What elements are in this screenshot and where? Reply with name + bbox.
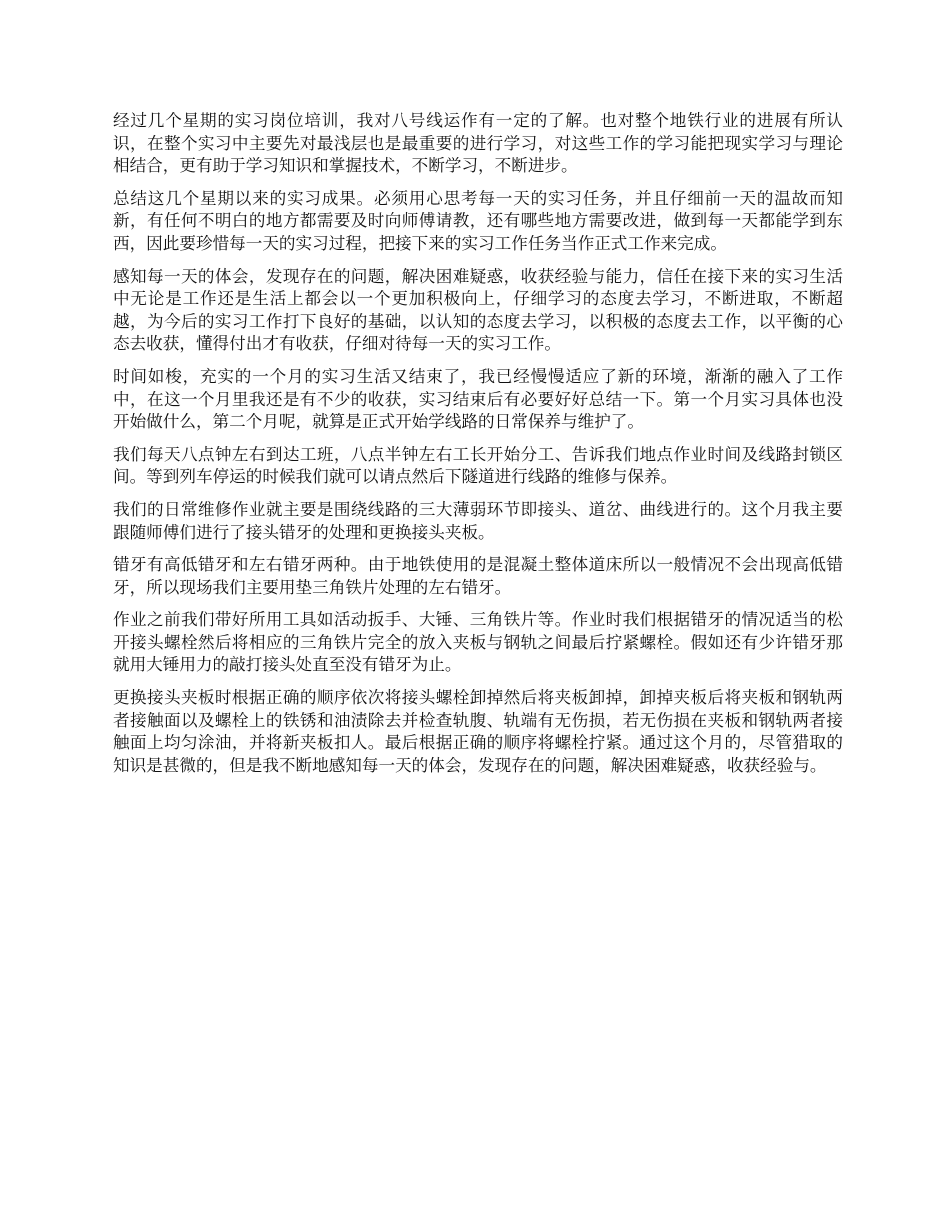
paragraph: 总结这几个星期以来的实习成果。必须用心思考每一天的实习任务，并且仔细前一天的温故而知新，有任何不明白的地方都需要及时向师傅请教，还有哪些地方需要改进，做到每一天都能学到东西，因此要珍惜每一天的实习过程，把接下来的实习工作任务当作正式工作来完成。 xyxy=(113,188,843,253)
paragraph: 作业之前我们带好所用工具如活动扳手、大锤、三角铁片等。作业时我们根据错牙的情况适当的松开接头螺栓然后将相应的三角铁片完全的放入夹板与钢轨之间最后拧紧螺栓。假如还有少许错牙那就用大锤用力的敲打接头处直至没有错牙为止。 xyxy=(113,610,843,675)
paragraph: 时间如梭，充实的一个月的实习生活又结束了，我已经慢慢适应了新的环境，渐渐的融入了工作中，在这一个月里我还是有不少的收获，实习结束后有必要好好总结一下。第一个月实习具体也没开始做什么，第二个月呢，就算是正式开始学线路的日常保养与维护了。 xyxy=(113,366,843,432)
paragraph: 我们的日常维修作业就主要是围绕线路的三大薄弱环节即接头、道岔、曲线进行的。这个月我主要跟随师傅们进行了接头错牙的处理和更换接头夹板。 xyxy=(113,499,843,542)
document-body xyxy=(113,110,843,787)
paragraph: 我们每天八点钟左右到达工班，八点半钟左右工长开始分工、告诉我们地点作业时间及线路封锁区间。等到列车停运的时候我们就可以请点然后下隧道进行线路的维修与保养。 xyxy=(113,444,843,487)
paragraph: 错牙有高低错牙和左右错牙两种。由于地铁使用的是混凝土整体道床所以一般情况不会出现高低错牙，所以现场我们主要用垫三角铁片处理的左右错牙。 xyxy=(113,555,843,597)
paragraph: 感知每一天的体会，发现存在的问题，解决困难疑惑，收获经验与能力，信任在接下来的实习生活中无论是工作还是生活上都会以一个更加积极向上，仔细学习的态度去学习，不断进取，不断超越，为今后的实习工作打下良好的基础，以认知的态度去学习，以积极的态度去工作，以平衡的心态去收获，懂得付出才有收获，仔细对待每一天的实习工作。 xyxy=(113,266,843,354)
paragraph: 更换接头夹板时根据正确的顺序依次将接头螺栓卸掉然后将夹板卸掉，卸掉夹板后将夹板和钢轨两者接触面以及螺栓上的铁锈和油渍除去并检查轨腹、轨端有无伤损，若无伤损在夹板和钢轨两者接触面上均匀涂油，并将新夹板扣人。最后根据正确的顺序将螺栓拧紧。通过这个月的，尽管猎取的知识是甚微的，但是我不断地感知每一天的体会，发现存在的问题，解决困难疑惑，收获经验与。 xyxy=(113,688,843,775)
paragraph: 经过几个星期的实习岗位培训，我对八号线运作有一定的了解。也对整个地铁行业的进展有所认识，在整个实习中主要先对最浅层也是最重要的进行学习，对这些工作的学习能把现实学习与理论相结合，更有助于学习知识和掌握技术，不断学习，不断进步。 xyxy=(113,111,843,176)
